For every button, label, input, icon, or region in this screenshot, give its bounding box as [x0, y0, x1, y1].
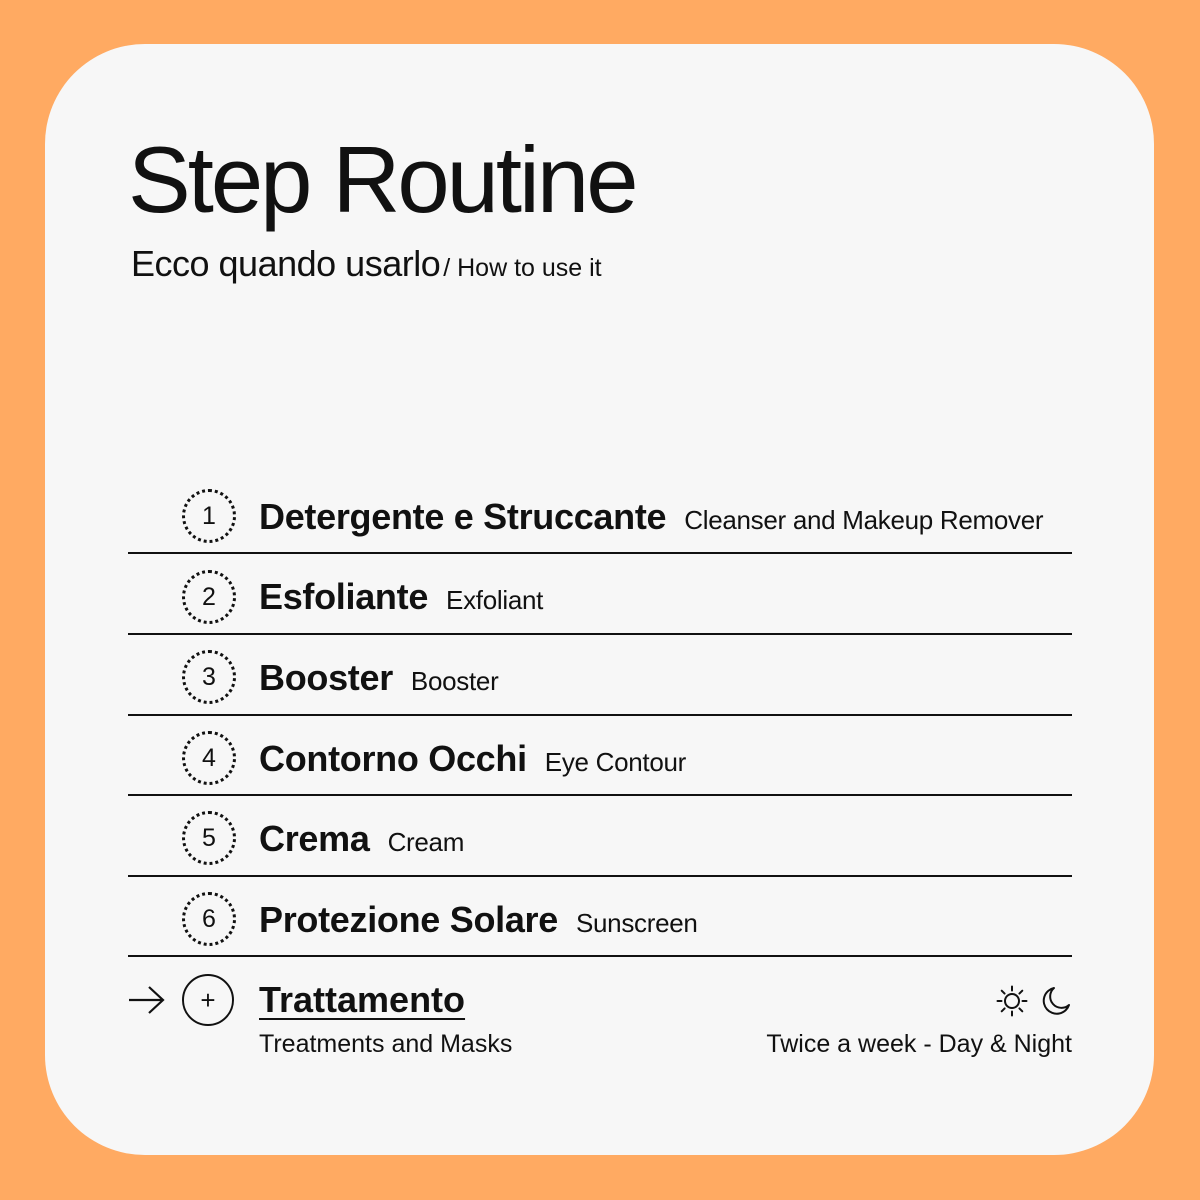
step-row: [0, 557, 1200, 637]
step-english: Exfoliant: [446, 585, 544, 615]
step-row: [0, 638, 1200, 718]
divider: [128, 714, 1072, 716]
treatment-subtitle: Treatments and Masks: [259, 1030, 513, 1058]
sun-icon: [996, 985, 1028, 1017]
step-number-badge: 4: [182, 731, 236, 785]
step-english: Eye Contour: [544, 747, 687, 777]
subtitle-italian: Ecco quando usarlo: [131, 243, 441, 284]
arrow-right-icon: [128, 985, 166, 1015]
plus-icon: +: [182, 974, 234, 1026]
step-english: Booster: [410, 666, 499, 696]
page-title: Step Routine: [128, 127, 636, 232]
step-label: [259, 899, 698, 940]
divider: [128, 875, 1072, 877]
step-english: Sunscreen: [575, 908, 698, 938]
divider: [128, 794, 1072, 796]
step-number-badge: 2: [182, 570, 236, 624]
step-italian: Detergente e Struccante: [259, 496, 667, 537]
treatment-title: Trattamento: [259, 979, 466, 1020]
step-number-badge: 6: [182, 892, 236, 946]
step-row: [0, 880, 1200, 960]
step-italian: Booster: [259, 657, 393, 698]
step-italian: Esfoliante: [259, 576, 429, 617]
step-italian: Contorno Occhi: [259, 738, 527, 779]
treatment-frequency: Twice a week - Day & Night: [766, 1030, 1072, 1058]
step-label: [259, 818, 465, 859]
step-label: [259, 738, 687, 779]
step-number-badge: 3: [182, 650, 236, 704]
step-italian: Protezione Solare: [259, 899, 558, 940]
divider: [128, 552, 1072, 554]
moon-icon: [1040, 985, 1072, 1017]
step-label: [259, 657, 499, 698]
step-number-badge: 1: [182, 489, 236, 543]
page-subtitle: [131, 243, 602, 284]
step-row: [0, 799, 1200, 879]
divider: [128, 955, 1072, 957]
step-label: [259, 576, 544, 617]
step-english: Cream: [387, 827, 465, 857]
step-row: [0, 719, 1200, 799]
step-italian: Crema: [259, 818, 370, 859]
step-label: [259, 496, 1044, 537]
divider: [128, 633, 1072, 635]
step-english: Cleanser and Makeup Remover: [684, 505, 1044, 535]
step-row: [0, 477, 1200, 557]
subtitle-english: / How to use it: [443, 254, 602, 282]
step-number-badge: 5: [182, 811, 236, 865]
